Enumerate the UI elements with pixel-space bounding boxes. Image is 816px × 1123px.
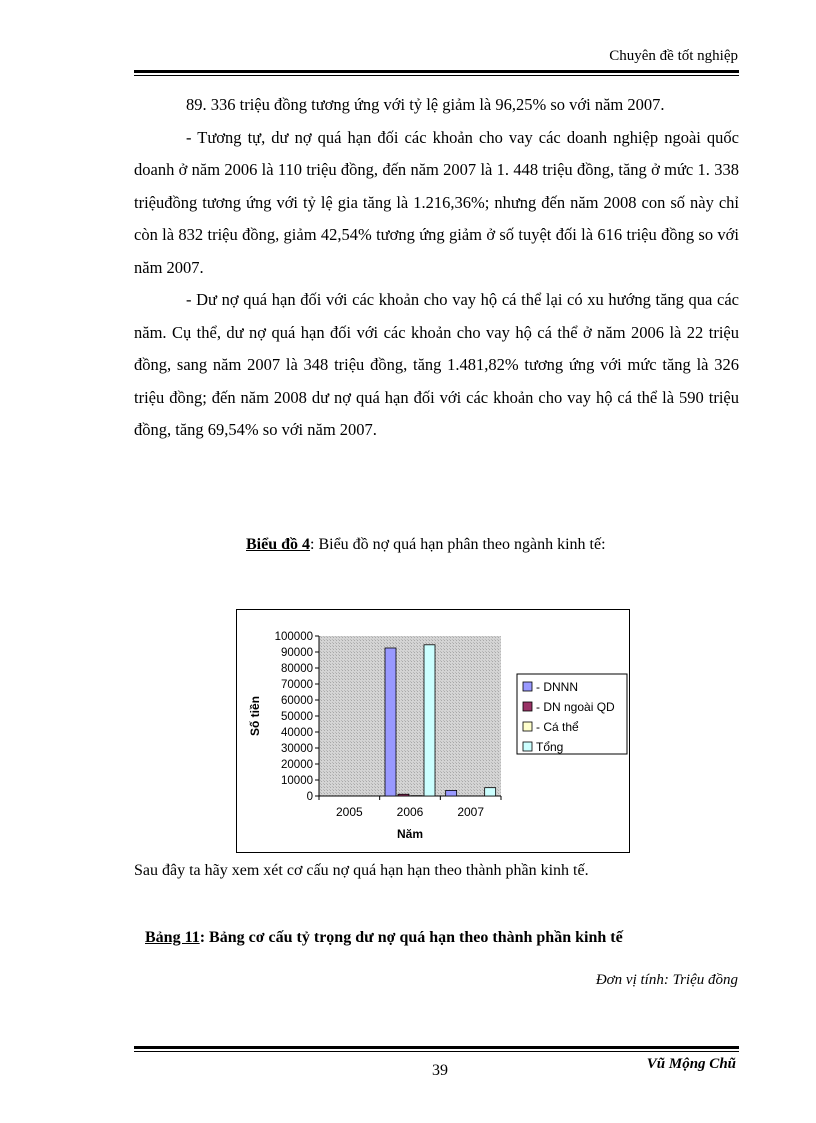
legend-swatch <box>523 722 532 731</box>
legend-label: Tổng <box>536 740 564 754</box>
x-axis-label: Năm <box>396 827 424 841</box>
unit-label: Đơn vị tính: Triệu đồng <box>595 972 738 988</box>
bar-chart <box>237 610 629 852</box>
chart-caption-label: Biểu đồ 4 <box>246 536 311 553</box>
y-tick-label: 90000 <box>281 647 313 659</box>
table-title <box>145 929 623 947</box>
chart-caption <box>246 536 606 554</box>
chart-container <box>236 609 630 853</box>
header-rule-thick <box>134 70 739 73</box>
legend-label: - DN ngoài QD <box>536 700 615 714</box>
y-tick-label: 100000 <box>274 631 313 643</box>
x-tick-label: 2007 <box>457 805 485 819</box>
y-axis-label: Số tiền <box>248 695 262 737</box>
bar <box>424 645 435 796</box>
y-tick-label: 50000 <box>281 711 313 723</box>
table-title-text: : Bảng cơ cấu tỷ trọng dư nợ quá hạn theo thành phần kinh tế <box>199 929 623 946</box>
y-tick-label: 10000 <box>281 775 313 787</box>
bar <box>485 788 496 796</box>
page-number: 39 <box>432 1062 448 1079</box>
header-title: Chuyên đề tốt nghiệp <box>609 48 738 64</box>
footer-rule-thick <box>134 1046 739 1049</box>
legend-label: - Cá thể <box>536 720 579 734</box>
x-tick-label: 2006 <box>396 805 424 819</box>
paragraph-1: 89. 336 triệu đồng tương ứng với tỷ lệ giảm là 96,25% so với năm 2007. <box>186 95 665 114</box>
bar <box>446 790 457 796</box>
body-text <box>134 89 739 447</box>
y-tick-label: 40000 <box>281 727 313 739</box>
bar <box>385 648 396 796</box>
y-tick-label: 20000 <box>281 759 313 771</box>
table-title-label: Bảng 11 <box>145 929 200 946</box>
header-rule-thin <box>134 75 739 76</box>
y-tick-label: 80000 <box>281 663 313 675</box>
legend-swatch <box>523 702 532 711</box>
after-chart-text: Sau đây ta hãy xem xét cơ cấu nợ quá hạn hạn theo thành phần kinh tế. <box>134 862 589 879</box>
y-tick-label: 70000 <box>281 679 313 691</box>
y-tick-label: 30000 <box>281 743 313 755</box>
legend-label: - DNNN <box>536 680 578 694</box>
bar <box>398 794 409 796</box>
legend-swatch <box>523 682 532 691</box>
plot-area <box>319 636 501 796</box>
author-name: Vũ Mộng Chũ <box>646 1056 736 1072</box>
chart-caption-text: : Biểu đồ nợ quá hạn phân theo ngành kinh tế: <box>310 536 606 553</box>
footer-rule-thin <box>134 1051 739 1052</box>
paragraph-2: - Tương tự, dư nợ quá hạn đối các khoản cho vay các doanh nghiệp ngoài quốc doanh ở năm 2006 là 110 triệu đồng, đến năm 2007 là 1. 448 triệu đồng, tăng ở mức 1. 338 triệuđồng tương ứng với tỷ lệ gia tăng là 1.216,36%; nhưng đến năm 2008 con số này chỉ còn là 832 triệu đồng, giảm 42,54% tương ứng giảm ở số tuyệt đối là 616 triệu đồng so với năm 2007. <box>134 127 739 277</box>
legend-swatch <box>523 742 532 751</box>
x-tick-label: 2005 <box>335 805 363 819</box>
y-tick-label: 0 <box>306 791 313 803</box>
paragraph-3: - Dư nợ quá hạn đối với các khoản cho vay hộ cá thể lại có xu hướng tăng qua các năm. Cụ thể, dư nợ quá hạn đối với các khoản cho vay hộ cá thể ở năm 2006 là 22 triệu đồng, sang năm 2007 là 348 triệu đồng, tăng 1.481,82% tương ứng với mức tăng là 326 triệu đồng; đến năm 2008 dư nợ quá hạn đối với các khoản cho vay hộ cá thể là 590 triệu đồng, tăng 69,54% so với năm 2007. <box>134 290 739 439</box>
y-tick-label: 60000 <box>281 695 313 707</box>
